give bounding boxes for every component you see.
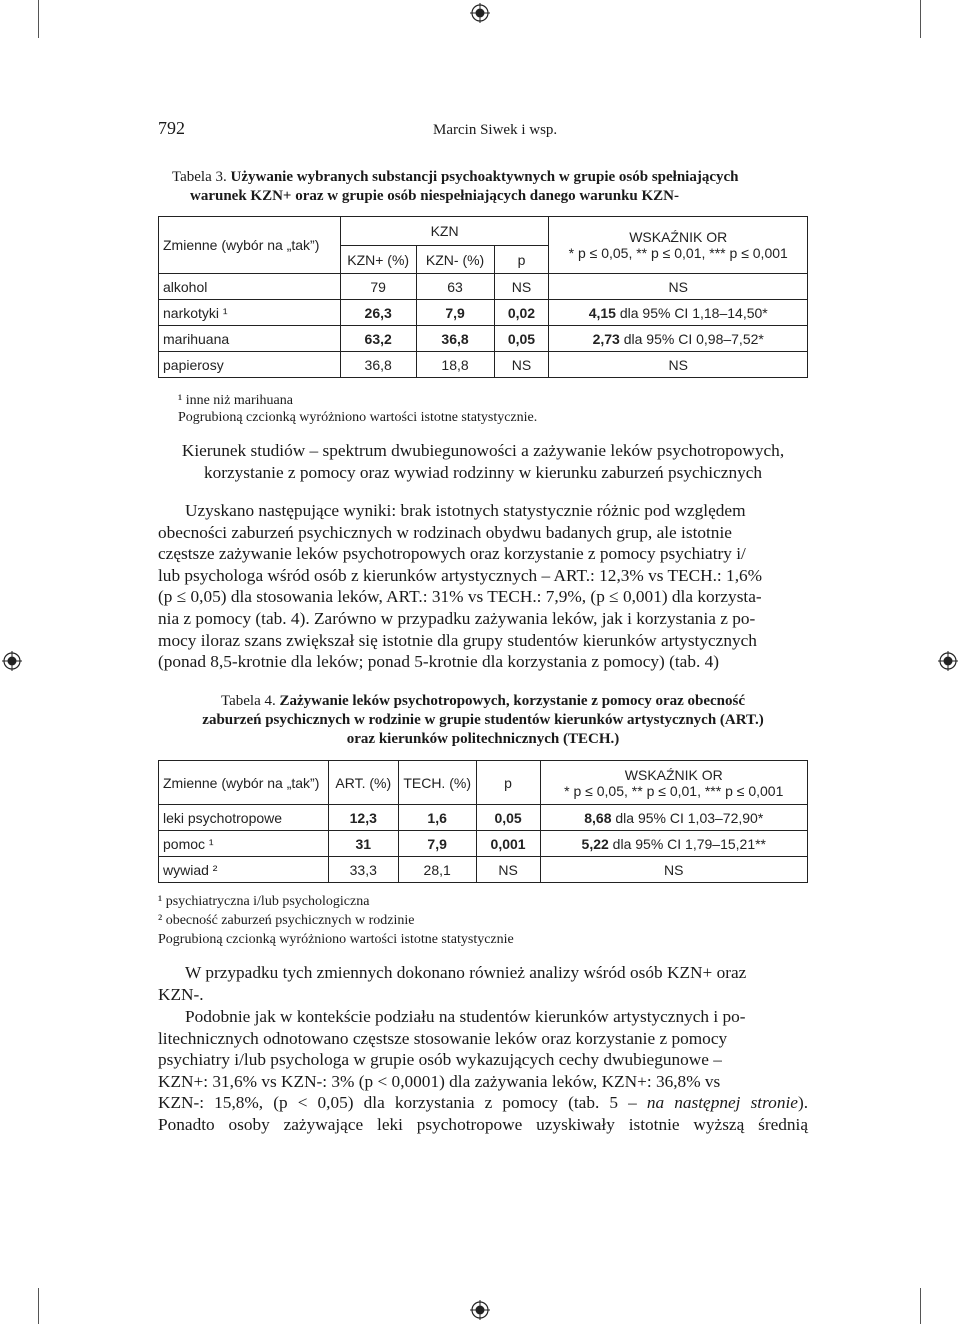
cell-p: 0,05: [494, 326, 549, 352]
cell-tech: 28,1: [398, 857, 476, 883]
cell-minus: 18,8: [416, 352, 494, 378]
cell-plus: 26,3: [340, 300, 416, 326]
para-line: litechnicznych odnotowano częstsze stosowanie leków oraz korzystanie z pomocy: [158, 1028, 728, 1048]
running-head: Marcin Siwek i wsp.: [433, 122, 558, 138]
table3: [158, 216, 808, 378]
para-line-text: KZN-: 15,8%, (p < 0,05) dla korzystania z pomocy (tab. 5 –: [158, 1093, 647, 1113]
table3-label: Tabela 3.: [172, 169, 227, 185]
para-line: [158, 1092, 808, 1114]
para-line: (p ≤ 0,05) dla stosowania leków, ART.: 31% vs TECH.: 7,9%, (p ≤ 0,001) dla korzysta-: [158, 587, 762, 607]
cell-plus: 79: [340, 274, 416, 300]
para-line-end: ).: [797, 1093, 809, 1113]
cell-p: 0,001: [476, 831, 540, 857]
cell-name: wywiad ²: [159, 857, 329, 883]
cell-or: [540, 857, 807, 883]
para-line: (ponad 8,5-krotnie dla leków; ponad 5-krotnie dla korzystania z pomocy) (tab. 4): [158, 652, 719, 672]
table3-header-p: p: [494, 246, 549, 274]
cell-name: leki psychotropowe: [159, 805, 329, 831]
table4-footnote-1: ¹ psychiatryczna i/lub psychologiczna: [158, 894, 370, 909]
table4-caption: [158, 692, 808, 749]
table4-header-p: p: [476, 761, 540, 805]
registration-mark-icon: [470, 1300, 490, 1320]
para-line: częstsze zażywanie leków psychotropowych oraz korzystanie z pomocy psychiatry i/: [158, 544, 746, 564]
cell-or: [549, 300, 808, 326]
cell-or: [549, 352, 808, 378]
section-heading-line1: Kierunek studiów – spektrum dwubiegunowości a zażywanie leków psychotropowych,: [181, 441, 785, 460]
table-row: [159, 805, 808, 831]
table4-title-line3: oraz kierunków politechnicznych (TECH.): [346, 731, 620, 747]
para-line: Uzyskano następujące wyniki: brak istotnych statystycznie różnic pod względem: [185, 501, 746, 520]
registration-mark-icon: [470, 3, 490, 23]
or-value: NS: [664, 861, 684, 878]
table3-header-plus: KZN+ (%): [340, 246, 416, 274]
or-value: 2,73: [592, 330, 620, 347]
registration-mark-icon: [2, 651, 22, 671]
para-line: W przypadku tych zmiennych dokonano również analizy wśród osób KZN+ oraz: [185, 963, 747, 982]
cell-name: marihuana: [159, 326, 341, 352]
table4-title-line2: zaburzeń psychicznych w rodzinie w grupie studentów kierunków artystycznych (ART.): [202, 712, 764, 728]
cell-name: pomoc ¹: [159, 831, 329, 857]
cell-p: 0,05: [476, 805, 540, 831]
table4-label: Tabela 4.: [220, 693, 276, 709]
table4-header-tech: TECH. (%): [398, 761, 476, 805]
or-ci: dla 95% CI 1,79–15,21**: [608, 835, 767, 852]
cell-p: NS: [494, 274, 549, 300]
cell-p: NS: [494, 352, 549, 378]
or-value: 4,15: [588, 304, 616, 321]
or-value: NS: [668, 356, 688, 373]
table3-header-group: KZN: [340, 217, 549, 246]
para-line: mocy iloraz szans zwiększał się istotnie dla grupy studentów kierunków artystycznych: [158, 630, 757, 650]
cell-minus: 7,9: [416, 300, 494, 326]
section-heading: [158, 440, 808, 483]
or-ci: dla 95% CI 1,03–72,90*: [611, 809, 764, 826]
cell-minus: 63: [416, 274, 494, 300]
table3-caption: [172, 168, 812, 187]
page-number: 792: [158, 118, 185, 138]
table-row: [159, 857, 808, 883]
table4-header-variable: Zmienne (wybór na „tak”): [159, 761, 329, 805]
table-row: [159, 274, 808, 300]
cell-tech: 7,9: [398, 831, 476, 857]
cell-art: 31: [328, 831, 398, 857]
registration-mark-icon: [938, 651, 958, 671]
paragraph-bipolar: [158, 1006, 808, 1136]
para-line: psychiatry i/lub psychologa w grupie osób wykazujących cechy dwubiegunowe –: [158, 1050, 722, 1070]
cell-plus: 36,8: [340, 352, 416, 378]
para-line: lub psychologa wśród osób z kierunków artystycznych – ART.: 12,3% vs TECH.: 1,6%: [158, 565, 763, 585]
or-ci: dla 95% CI 0,98–7,52*: [619, 330, 764, 347]
table3-or-label: WSKAŹNIK OR: [629, 229, 728, 245]
para-line: obecności zaburzeń psychicznych w rodzinach obydwu badanych grup, ale istotnie: [158, 522, 732, 542]
table-row: [159, 300, 808, 326]
or-ci: dla 95% CI 1,18–14,50*: [615, 304, 768, 321]
cell-art: 12,3: [328, 805, 398, 831]
cell-name: papierosy: [159, 352, 341, 378]
table3-sig-label: * p ≤ 0,05, ** p ≤ 0,01, *** p ≤ 0,001: [568, 245, 788, 261]
cell-name: alkohol: [159, 274, 341, 300]
para-line: KZN-.: [158, 984, 204, 1004]
paragraph-results: [158, 500, 808, 673]
or-value: 5,22: [581, 835, 609, 852]
cell-or: [540, 805, 807, 831]
crop-mark-right-bottom: [920, 1288, 921, 1324]
table3-header-or: [549, 217, 808, 274]
table3-footnote-2: Pogrubioną czcionką wyróżniono wartości istotne statystycznie.: [178, 410, 538, 425]
crop-mark-left: [38, 0, 39, 38]
cell-p: 0,02: [494, 300, 549, 326]
table3-footnote-1: ¹ inne niż marihuana: [178, 393, 293, 408]
para-line: Podobnie jak w kontekście podziału na studentów kierunków artystycznych i po-: [185, 1007, 746, 1026]
para-line: KZN+: 31,6% vs KZN-: 3% (p < 0,0001) dla zażywania leków, KZN+: 36,8% vs: [158, 1071, 721, 1091]
table3-title-line1: Używanie wybranych substancji psychoaktywnych w grupie osób spełniających: [230, 169, 739, 185]
cell-or: [549, 274, 808, 300]
table4-header-or: [540, 761, 807, 805]
cell-tech: 1,6: [398, 805, 476, 831]
table4-footnote-3: Pogrubioną czcionką wyróżniono wartości istotne statystycznie: [158, 932, 514, 947]
table4-footnote-2: ² obecność zaburzeń psychicznych w rodzinie: [158, 913, 415, 928]
cell-plus: 63,2: [340, 326, 416, 352]
table-row: [159, 326, 808, 352]
crop-mark-left-bottom: [38, 1288, 39, 1324]
table4-or-label: WSKAŹNIK OR: [624, 766, 723, 783]
cell-minus: 36,8: [416, 326, 494, 352]
or-value: NS: [668, 278, 688, 295]
cell-name: narkotyki ¹: [159, 300, 341, 326]
table3-title-line2: warunek KZN+ oraz w grupie osób niespełniających danego warunku KZN-: [190, 188, 680, 204]
section-heading-line2: korzystanie z pomocy oraz wywiad rodzinny w kierunku zaburzeń psychicznych: [203, 462, 763, 482]
cell-art: 33,3: [328, 857, 398, 883]
cell-p: NS: [476, 857, 540, 883]
table4-header-art: ART. (%): [328, 761, 398, 805]
table4: [158, 760, 808, 883]
cell-or: [540, 831, 807, 857]
or-value: 8,68: [584, 809, 612, 826]
crop-mark-right: [920, 0, 921, 38]
table-row: [159, 352, 808, 378]
table-row: [159, 831, 808, 857]
para-line: nia z pomocy (tab. 4). Zarówno w przypadku zażywania leków, jak i korzystania z po-: [158, 608, 756, 628]
para-line-italic: na następnej stronie: [646, 1093, 798, 1113]
table4-sig-label: * p ≤ 0,05, ** p ≤ 0,01, *** p ≤ 0,001: [564, 782, 784, 799]
para-line: Ponadto osoby zażywające leki psychotropowe uzyskiwały istotnie wyższą średnią: [158, 1114, 808, 1134]
table4-title-line1: Zażywanie leków psychotropowych, korzystanie z pomocy oraz obecność: [279, 693, 746, 709]
cell-or: [549, 326, 808, 352]
table3-header-variable: Zmienne (wybór na „tak”): [159, 217, 341, 274]
paragraph-kzn: [158, 962, 808, 1005]
table3-header-minus: KZN- (%): [416, 246, 494, 274]
